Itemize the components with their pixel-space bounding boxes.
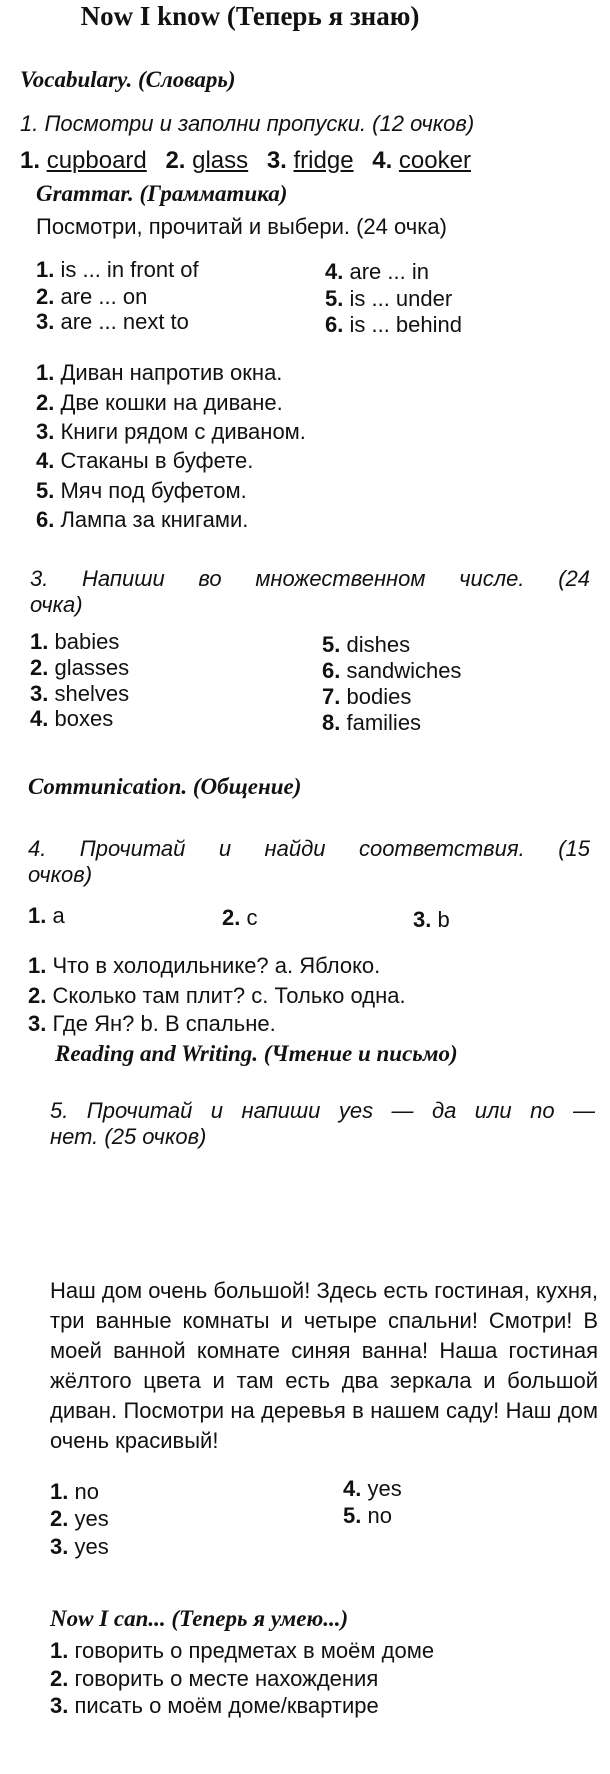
- grammar-task: Посмотри, прочитай и выбери. (24 очка): [36, 214, 447, 239]
- reading-paragraph: Наш дом очень большой! Здесь есть гостиная, кухня, три ванные комнаты и четыре спальни! Смотри! В моей ванной комнате синяя ванна! Наша гостиная жёлтого цвета и там есть два зеркала и большой диван. Посмотри на деревья в нашем саду! Наш дом очень красивый!: [50, 1278, 598, 1453]
- plural-answer: 1. babies: [30, 629, 120, 654]
- dialogue-line: 2. Сколько там плит? с. Только одна.: [28, 983, 406, 1008]
- translation-line: 1. Диван напротив окна.: [36, 360, 283, 385]
- reading-task-line1: 5. Прочитай и напиши yes — да или no —: [50, 1098, 595, 1123]
- vocabulary-heading: Vocabulary. (Словарь): [20, 67, 236, 92]
- communication-heading: Communication. (Общение): [28, 774, 302, 799]
- yes-no-answer: 4. yes: [343, 1476, 402, 1501]
- plural-answer: 5. dishes: [322, 632, 411, 657]
- grammar-answer: 5. is ... under: [325, 286, 453, 311]
- communication-task-line2: очков): [28, 862, 93, 887]
- page-title: Now I know (Теперь я знаю): [80, 1, 420, 31]
- matching-answer: 3. b: [413, 907, 450, 932]
- vocabulary-task: 1. Посмотри и заполни пропуски. (12 очков): [20, 111, 475, 136]
- plural-answer: 2. glasses: [30, 655, 130, 680]
- matching-answer: 2. c: [222, 905, 258, 930]
- translation-line: 2. Две кошки на диване.: [36, 390, 283, 415]
- grammar-heading: Grammar. (Грамматика): [36, 181, 288, 206]
- yes-no-answer: 5. no: [343, 1503, 392, 1528]
- reading-task-line2: нет. (25 очков): [50, 1124, 207, 1149]
- grammar-answer: 2. are ... on: [36, 284, 148, 309]
- yes-no-answer: 3. yes: [50, 1534, 109, 1559]
- grammar-answer: 4. are ... in: [325, 259, 429, 284]
- translation-line: 4. Стаканы в буфете.: [36, 448, 254, 473]
- translation-line: 6. Лампа за книгами.: [36, 507, 249, 532]
- plural-answer: 8. families: [322, 710, 422, 735]
- plural-task-line2: очка): [30, 592, 83, 617]
- grammar-answer: 6. is ... behind: [325, 312, 462, 337]
- plural-task-line1: 3. Напиши во множественном числе. (24: [30, 566, 590, 591]
- plural-answer: 6. sandwiches: [322, 658, 462, 683]
- matching-answer: 1. a: [28, 903, 65, 928]
- dialogue-line: 1. Что в холодильнике? а. Яблоко.: [28, 953, 381, 978]
- now-i-can-heading: Now I can... (Теперь я умею...): [50, 1606, 349, 1631]
- translation-line: 5. Мяч под буфетом.: [36, 478, 247, 503]
- translation-line: 3. Книги рядом с диваном.: [36, 419, 306, 444]
- can-do-item: 1. говорить о предметах в моём доме: [50, 1638, 435, 1663]
- plural-answer: 7. bodies: [322, 684, 412, 709]
- yes-no-answer: 1. no: [50, 1479, 99, 1504]
- reading-heading: Reading and Writing. (Чтение и письмо): [55, 1041, 458, 1066]
- vocabulary-answers: 1. cupboard 2. glass 3. fridge 4. cooker: [20, 147, 471, 174]
- grammar-answer: 3. are ... next to: [36, 309, 189, 334]
- communication-task-line1: 4. Прочитай и найди соответствия. (15: [28, 836, 590, 861]
- can-do-item: 2. говорить о месте нахождения: [50, 1666, 379, 1691]
- yes-no-answer: 2. yes: [50, 1506, 109, 1531]
- can-do-item: 3. писать о моём доме/квартире: [50, 1693, 379, 1718]
- dialogue-line: 3. Где Ян? b. В спальне.: [28, 1011, 276, 1036]
- grammar-answer: 1. is ... in front of: [36, 257, 199, 282]
- plural-answer: 3. shelves: [30, 681, 130, 706]
- plural-answer: 4. boxes: [30, 706, 114, 731]
